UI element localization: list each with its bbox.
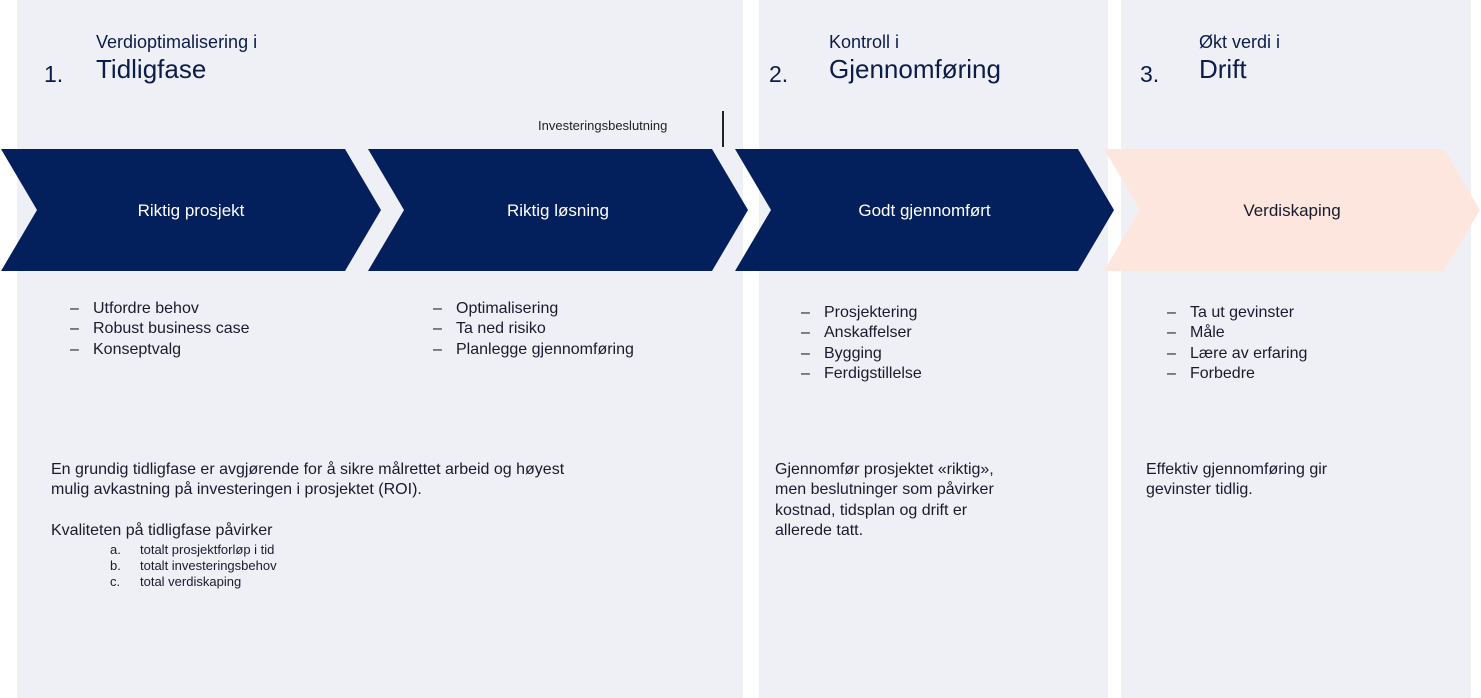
list-item: – Bygging [801,344,922,364]
phase-1-quality-list [110,542,277,590]
list-item: – Anskaffelser [801,323,922,343]
phase-1-subtitle: Verdioptimalisering i [96,32,258,52]
list-item: – Konseptvalg [70,340,250,360]
phase-3-title: Drift [1199,54,1247,84]
phase-1-quality-heading: Kvaliteten på tidligfase påvirker [51,522,273,539]
phase-2-subtitle: Kontroll i [829,32,900,52]
description-line: men beslutninger som påvirker [775,481,994,499]
arrow-label-riktig-prosjekt: Riktig prosjekt [137,201,245,220]
description-line: kostnad, tidsplan og drift er [775,501,968,519]
list-item: – Lære av erfaring [1167,344,1307,364]
description-line: gevinster tidlig. [1146,481,1253,499]
description-line: mulig avkastning på investeringen i prosjektet (ROI). [51,481,422,499]
phase-1-number: 1. [44,61,64,87]
list-item: b. totalt investeringsbehov [110,558,277,573]
list-item: a. totalt prosjektforløp i tid [110,542,275,557]
milestone-label: Investeringsbeslutning [538,118,668,133]
bullet-list-riktig-prosjekt [70,299,250,360]
list-item: – Måle [1167,323,1307,343]
list-item: – Ferdigstillelse [801,364,922,384]
description-line: Gjennomfør prosjektet «riktig», [775,461,994,478]
list-item: – Planlegge gjennomføring [433,340,634,360]
list-item: c. total verdiskaping [110,574,242,589]
bullet-list-verdiskaping [1167,303,1307,385]
phase-2-title: Gjennomføring [829,54,1001,84]
bullet-list-godt-gjennomfort [801,303,922,385]
arrow-label-godt-gjennomfort: Godt gjennomført [858,201,991,220]
phase-1-title: Tidligfase [96,54,207,84]
description-line: Effektiv gjennomføring gir [1146,461,1328,478]
bullet-list-riktig-losning [433,299,634,360]
description-line: En grundig tidligfase er avgjørende for å sikre målrettet arbeid og høyest [51,461,565,478]
list-item: – Utfordre behov [70,299,250,319]
phase-3-description [1146,460,1327,501]
phase-3-subtitle: Økt verdi i [1199,32,1281,52]
phase-3-number: 3. [1140,61,1160,87]
phase-2-number: 2. [769,61,789,87]
list-item: – Robust business case [70,319,250,339]
list-item: – Prosjektering [801,303,922,323]
list-item: – Ta ut gevinster [1167,303,1307,323]
description-line: allerede tatt. [775,522,864,540]
list-item: – Forbedre [1167,364,1307,384]
phase-2-description [775,460,994,542]
list-item: – Optimalisering [433,299,634,319]
arrow-label-riktig-losning: Riktig løsning [506,201,610,220]
phase-1-description [51,460,564,501]
list-item: – Ta ned risiko [433,319,634,339]
arrow-label-verdiskaping: Verdiskaping [1243,201,1341,220]
